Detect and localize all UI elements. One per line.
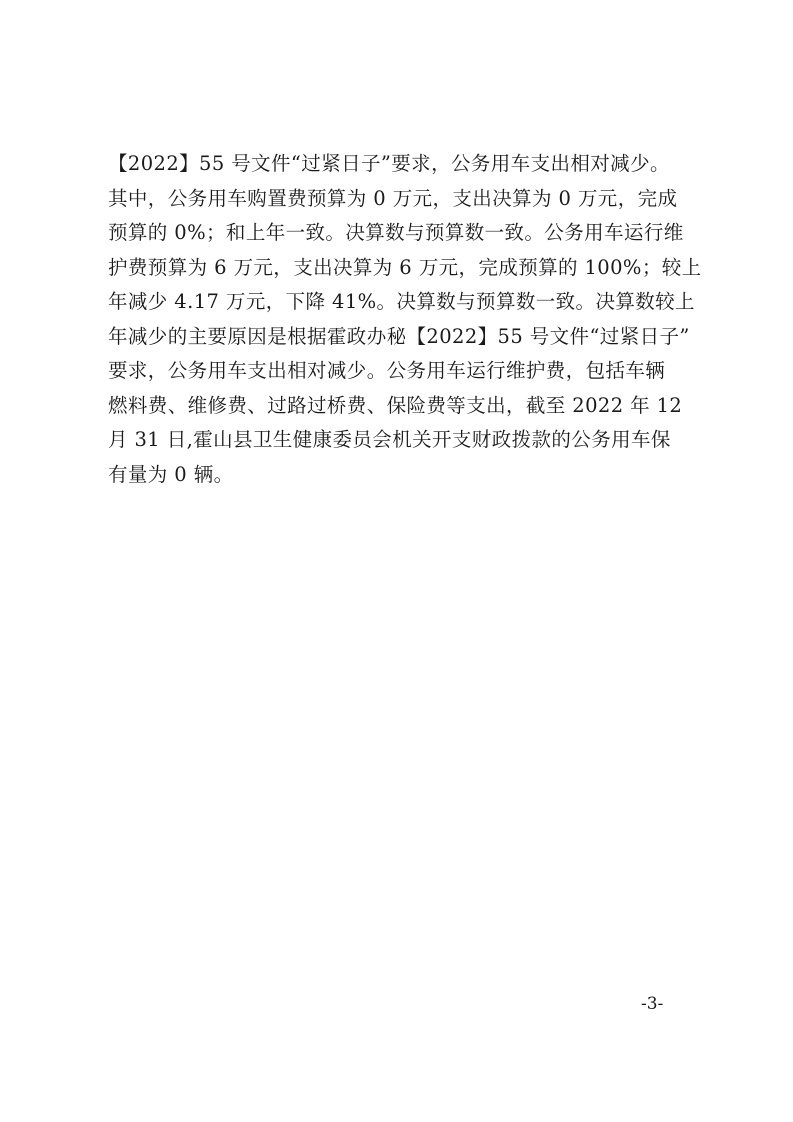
paragraph-line: 月 31 日,霍山县卫生健康委员会机关开支财政拨款的公务用车保 <box>108 428 671 451</box>
paragraph-line: 有量为 0 辆。 <box>108 462 234 486</box>
body-paragraph <box>108 147 702 492</box>
paragraph-line: 【2022】55 号文件“过紧日子”要求，公务用车支出相对减少。 <box>108 152 670 175</box>
paragraph-line: 年减少 4.17 万元，下降 41%。决算数与预算数一致。决算数较上 <box>108 290 695 313</box>
paragraph-line: 年减少的主要原因是根据霍政办秘【2022】55 号文件“过紧日子” <box>108 324 690 348</box>
paragraph-line: 护费预算为 6 万元，支出决算为 6 万元，完成预算的 100%；较上 <box>108 255 702 279</box>
page-number: -3- <box>641 994 664 1014</box>
paragraph-line: 要求，公务用车支出相对减少。公务用车运行维护费，包括车辆 <box>108 359 666 382</box>
paragraph-line: 预算的 0%；和上年一致。决算数与预算数一致。公务用车运行维 <box>108 221 684 244</box>
paragraph-line: 燃料费、维修费、过路过桥费、保险费等支出，截至 2022 年 12 <box>108 393 683 417</box>
paragraph-line: 其中，公务用车购置费预算为 0 万元，支出决算为 0 万元，完成 <box>108 186 678 210</box>
